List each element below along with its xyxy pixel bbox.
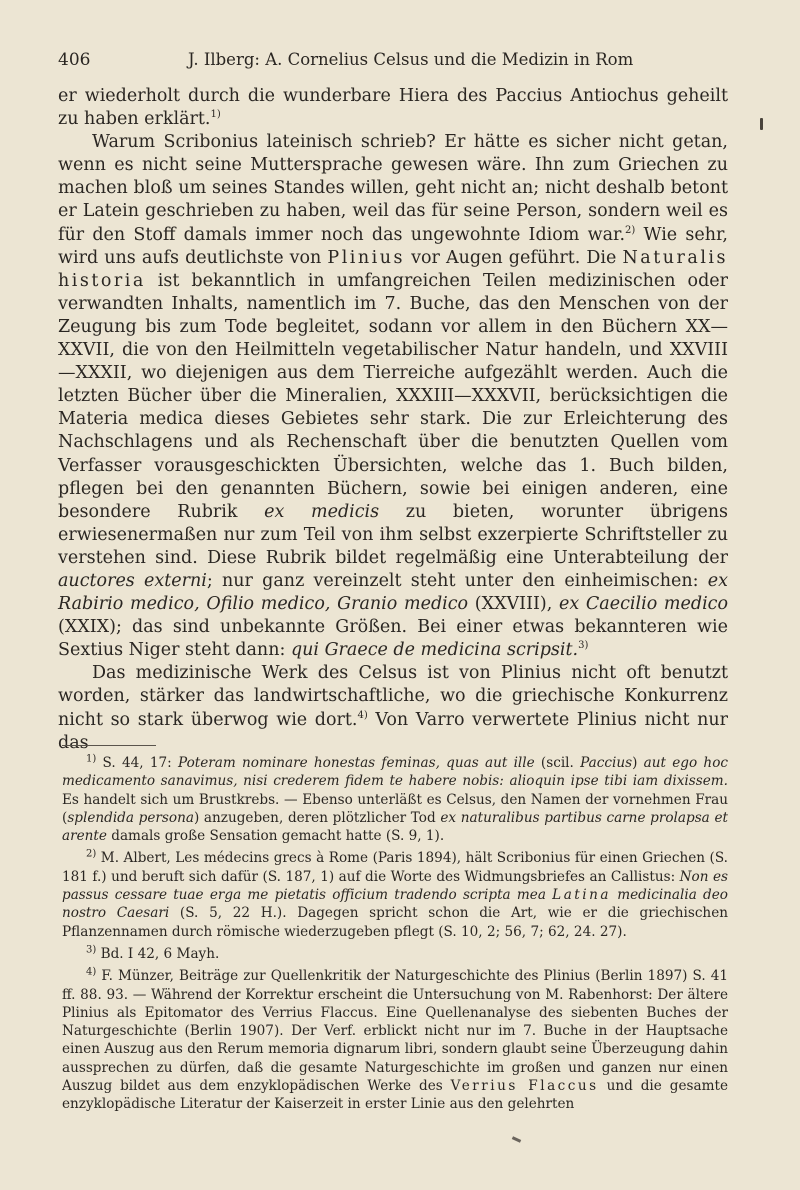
- footnote-1: $^{1)}$ S. 44, 17: Poteram nominare honestas feminas, quas aut ille (scil. Paccius) aut ego hoc medicamento sanavimus, nisi crederem fidem te habere nobis: alioquin ipse tibi iam dixissem. Es handelt sich um Brustkrebs. — Ebenso unterläßt es Celsus, den Namen der vornehmen Frau (splendida persona) anzugeben, deren plötzlicher Tod ex naturalibus partibus carne prolapsa et arente damals große Sensation gemacht hatte (S. 9, 1).: [62, 753, 728, 845]
- paragraph-3: Das medizinische Werk des Celsus ist von Plinius nicht oft benutzt worden, stärker das landwirtschaftliche, wo die griechische Konkurrenz nicht so stark überwog wie dort.$^{4)}$ Von Varro verwertete Plinius nicht nur das: [58, 663, 728, 753]
- running-header: [58, 50, 732, 70]
- footnotes: [62, 754, 728, 1118]
- footnote-ref-3: 3): [578, 640, 589, 652]
- footnote-ref-1: 1): [210, 109, 221, 121]
- running-title: J. Ilberg: A. Cornelius Celsus und die Medizin in Rom: [188, 50, 634, 69]
- footnote-4: $^{4)}$ F. Münzer, Beiträge zur Quellenkritik der Naturgeschichte des Plinius (Berlin 1897) S. 41 ff. 88. 93. — Während der Korrektur erscheint die Untersuchung von M. Rabenhorst: Der ältere Plinius als Epitomator des Verrius Flaccus. Eine Quellenanalyse des siebenten Buches der Naturgeschichte (Berlin 1907). Der Verf. erblickt nicht nur im 7. Buche in der Hauptsache einen Auszug aus den Rerum memoria dignarum libri, sondern glaubt seine Überzeugung dahin aussprechen zu dürfen, daß die gesamte Naturgeschichte im großen und ganzen nur einen Auszug bildet aus dem enzyklopädischen Werke des Verrius Flaccus und die gesamte enzyklopädische Literatur der Kaiserzeit in erster Linie aus den gelehrten: [62, 966, 728, 1113]
- footnote-ref-4: 4): [357, 709, 368, 721]
- margin-tick-mark: [760, 118, 763, 130]
- italic-ex-medicis: ex medicis: [264, 501, 380, 522]
- footnote-separator: [62, 745, 156, 746]
- footnote-3: $^{3)}$ Bd. I 42, 6 Mayh.: [86, 944, 220, 962]
- italic-qui-graece: qui Graece de medicina scripsit.: [290, 640, 579, 661]
- footnote-2: $^{2)}$ M. Albert, Les médecins grecs à Rome (Paris 1894), hält Scribonius für einen Griechen (S. 181 f.) und beruft sich dafür (S. 187, 1) auf die Worte des Widmungsbriefes an Callistus: Non es passus cessare tuae erga me pietatis officium tradendo scripta mea Latina medicinalia deo nostro Caesari (S. 5, 22 H.). Dagegen spricht schon die Art, wie er die griechischen Pflanzennamen durch römische wiederzugeben pflegt (S. 10, 2; 56, 7; 62, 24. 27).: [62, 848, 728, 940]
- footnote-ref-2: 2): [625, 224, 636, 236]
- italic-ex-caecilio: ex Caecilio medico: [559, 594, 729, 615]
- paragraph-1: er wiederholt durch die wunderbare Hiera des Paccius Antiochus geheilt zu haben erklärt.$^{1)}$: [58, 86, 728, 130]
- italic-auctores-externi: auctores externi: [58, 570, 207, 591]
- page-number: 406: [58, 50, 91, 70]
- main-text: [58, 85, 728, 755]
- spaced-plinius: Plinius: [327, 247, 406, 268]
- paragraph-2: Warum Scribonius lateinisch schrieb? Er hätte es sicher nicht getan, wenn es nicht seine Muttersprache gewesen wäre. Ihn zum Griechen zu machen bloß um seines Standes willen, geht nicht an; nicht deshalb betont er Latein geschrieben zu haben, weil das für seine Person, sondern weil es für den Stoff damals immer noch das ungewohnte Idiom war.$^{2)}$ Wie sehr, wird uns aufs deutlichste von Plinius vor Augen geführt. Die Naturalis historia ist bekanntlich in umfangreichen Teilen medizinischen oder verwandten Inhalts, namentlich im 7. Buche, das den Menschen von der Zeugung bis zum Tode begleitet, sodann vor allem in den Büchern XX—XXVII, die von den Heilmitteln vegetabilischer Natur handeln, und XXVIII—XXXII, wo diejenigen aus dem Tierreiche aufgezählt werden. Auch die letzten Bücher über die Mineralien, XXXIII—XXXVII, berücksichtigen die Materia medica dieses Gebietes sehr stark. Die zur Erleichterung des Nachschlagens und als Rechenschaft über die benutzten Quellen vom Verfasser vorausgeschickten Übersichten, welche das 1. Buch bilden, pflegen bei den genannten Büchern, sowie bei einigen anderen, eine besondere Rubrik ex medicis zu bieten, worunter übrigens erwiesenermaßen nur zum Teil von ihm selbst exzerpierte Schriftsteller zu verstehen sind. Diese Rubrik bildet regelmäßig eine Unterabteilung der auctores externi; nur ganz vereinzelt steht unter den einheimischen: ex Rabirio medico, Ofilio medico, Granio medico (XXVIII), ex Caecilio medico (XXIX); das sind unbekannte Größen. Bei einer etwas bekannteren wie Sextius Niger steht dann: qui Graece de medicina scripsit.$^{3)}$: [58, 132, 729, 661]
- italic-ex-rabirio: ex Rabirio medico, Ofilio medico, Granio medico: [58, 570, 729, 615]
- print-speck-mark: [512, 1136, 521, 1143]
- spaced-naturalis-historia: Naturalis historia: [58, 247, 728, 291]
